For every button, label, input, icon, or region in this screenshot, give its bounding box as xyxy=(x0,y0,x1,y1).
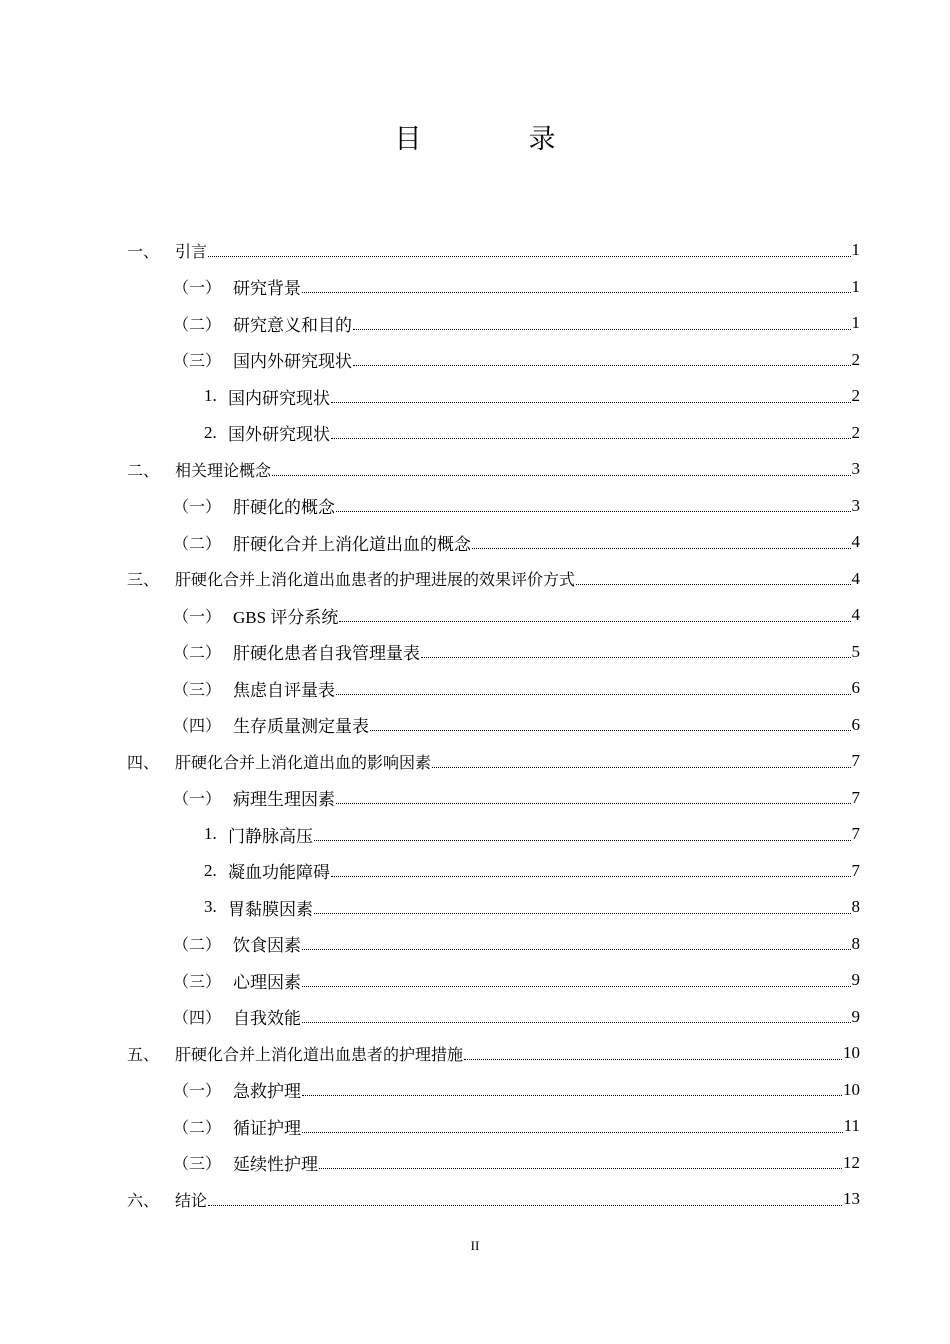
toc-entry-number: 1. xyxy=(204,386,217,406)
toc-entry-number: （三） xyxy=(173,973,222,991)
toc-entry-title: 胃黏膜因素 xyxy=(228,899,313,919)
toc-dot-leader xyxy=(302,1095,842,1096)
toc-entry[interactable] xyxy=(0,1181,860,1218)
toc-entry-page: 2 xyxy=(851,349,860,369)
toc-entry-title: 国外研究现状 xyxy=(228,425,330,445)
toc-entry-title: 急救护理 xyxy=(233,1082,301,1102)
toc-entry-number: （二） xyxy=(173,937,222,955)
toc-dot-leader xyxy=(472,548,851,549)
toc-dot-leader xyxy=(432,767,850,768)
toc-dot-leader xyxy=(302,949,851,950)
toc-entry-number: （四） xyxy=(173,1010,222,1028)
toc-entry-title: 凝血功能障碍 xyxy=(228,863,330,883)
toc-entry-title: 病理生理因素 xyxy=(233,790,335,810)
toc-entry-title: 研究背景 xyxy=(233,279,301,299)
toc-entry-title: 肝硬化合并上消化道出血的概念 xyxy=(233,534,471,554)
toc-entry-title: 饮食因素 xyxy=(233,936,301,956)
toc-entry-page: 1 xyxy=(851,276,860,296)
toc-entry-number: （二） xyxy=(173,535,222,553)
toc-entry[interactable] xyxy=(0,488,860,525)
toc-entry-page: 7 xyxy=(851,824,860,844)
toc-dot-leader xyxy=(319,1168,842,1169)
toc-entry-page: 12 xyxy=(843,1152,860,1172)
toc-entry[interactable] xyxy=(0,597,860,634)
toc-entry-title: 自我效能 xyxy=(233,1009,301,1029)
toc-dot-leader xyxy=(272,475,850,476)
toc-entry-page: 11 xyxy=(843,1116,860,1136)
toc-entry-page: 2 xyxy=(851,422,860,442)
toc-entry-number: 六、 xyxy=(127,1190,160,1210)
toc-dot-leader xyxy=(302,986,851,987)
toc-entry-page: 10 xyxy=(843,1043,860,1063)
toc-entry-number: 3. xyxy=(204,897,217,917)
toc-entry[interactable] xyxy=(0,1108,860,1145)
toc-entry-title: 结论 xyxy=(175,1190,208,1210)
toc-entry[interactable] xyxy=(0,889,860,926)
toc-dot-leader xyxy=(370,730,851,731)
toc-dot-leader xyxy=(576,584,850,585)
toc-entry-page: 1 xyxy=(851,240,860,260)
toc-entry[interactable] xyxy=(0,926,860,963)
toc-entry-number: 四、 xyxy=(127,752,160,772)
toc-entry[interactable] xyxy=(0,1072,860,1109)
toc-dot-leader xyxy=(208,256,850,257)
toc-entry-number: （三） xyxy=(173,1156,222,1174)
toc-entry-number: 五、 xyxy=(127,1044,160,1064)
toc-dot-leader xyxy=(353,329,851,330)
toc-entry-number: （二） xyxy=(173,316,222,334)
toc-dot-leader xyxy=(331,438,851,439)
toc-entry[interactable] xyxy=(0,634,860,671)
toc-entry-page: 4 xyxy=(851,532,860,552)
toc-entry-page: 6 xyxy=(851,678,860,698)
toc-entry[interactable] xyxy=(0,816,860,853)
toc-entry-page: 3 xyxy=(851,459,860,479)
toc-entry-title: 门静脉高压 xyxy=(228,826,313,846)
toc-entry-number: （一） xyxy=(173,1083,222,1101)
toc-entry-page: 9 xyxy=(851,970,860,990)
toc-entry-title: GBS 评分系统 xyxy=(233,607,339,627)
toc-dot-leader xyxy=(331,876,851,877)
toc-entry-number: （一） xyxy=(173,791,222,809)
toc-entry-title: 延续性护理 xyxy=(233,1155,318,1175)
toc-entry-page: 8 xyxy=(851,933,860,953)
toc-entry-page: 10 xyxy=(843,1079,860,1099)
toc-entry[interactable] xyxy=(0,524,860,561)
toc-entry[interactable] xyxy=(0,853,860,890)
toc-entry-title: 肝硬化合并上消化道出血的影响因素 xyxy=(175,752,432,772)
toc-dot-leader xyxy=(302,1132,843,1133)
toc-entry[interactable] xyxy=(0,670,860,707)
toc-entry[interactable] xyxy=(0,415,860,452)
toc-entry-page: 13 xyxy=(843,1189,860,1209)
toc-entry-page: 7 xyxy=(851,860,860,880)
toc-entry-number: （三） xyxy=(173,353,222,371)
toc-entry-page: 9 xyxy=(851,1006,860,1026)
toc-dot-leader xyxy=(421,657,851,658)
toc-entry[interactable] xyxy=(0,342,860,379)
toc-entry-number: （一） xyxy=(173,499,222,517)
toc-entry[interactable] xyxy=(0,561,860,598)
toc-entry-title: 研究意义和目的 xyxy=(233,315,352,335)
toc-entry-page: 7 xyxy=(851,751,860,771)
toc-entry-page: 4 xyxy=(851,605,860,625)
toc-entry-number: （四） xyxy=(173,718,222,736)
toc-entry[interactable] xyxy=(0,743,860,780)
toc-entry-title: 生存质量测定量表 xyxy=(233,717,369,737)
toc-entry-number: （二） xyxy=(173,1119,222,1137)
toc-entry-number: 1. xyxy=(204,824,217,844)
toc-dot-leader xyxy=(302,1022,851,1023)
toc-entry-title: 心理因素 xyxy=(233,972,301,992)
toc-entry-number: 2. xyxy=(204,860,217,880)
toc-entry[interactable] xyxy=(0,1035,860,1072)
toc-dot-leader xyxy=(208,1205,842,1206)
toc-entry-title: 相关理论概念 xyxy=(175,460,272,480)
toc-dot-leader xyxy=(314,840,851,841)
toc-entry[interactable] xyxy=(0,305,860,342)
toc-entry[interactable] xyxy=(0,962,860,999)
toc-entry-page: 3 xyxy=(851,495,860,515)
toc-entry-number: 2. xyxy=(204,422,217,442)
toc-entry[interactable] xyxy=(0,451,860,488)
toc-entry[interactable] xyxy=(0,378,860,415)
toc-entry[interactable] xyxy=(0,780,860,817)
toc-entry-page: 7 xyxy=(851,787,860,807)
toc-entry-page: 5 xyxy=(851,641,860,661)
toc-dot-leader xyxy=(353,365,851,366)
toc-entry-title: 肝硬化的概念 xyxy=(233,498,335,518)
toc-entry-title: 肝硬化合并上消化道出血患者的护理措施 xyxy=(175,1044,464,1064)
toc-entry-title: 国内外研究现状 xyxy=(233,352,352,372)
toc-entry-number: （一） xyxy=(173,608,222,626)
toc-entry-title: 国内研究现状 xyxy=(228,388,330,408)
page-number: II xyxy=(470,1238,480,1253)
toc-entry[interactable] xyxy=(0,707,860,744)
toc-entry-number: （一） xyxy=(173,280,222,298)
toc-dot-leader xyxy=(302,292,851,293)
toc-entry-title: 循证护理 xyxy=(233,1118,301,1138)
toc-entry-number: 二、 xyxy=(127,460,160,480)
toc-list xyxy=(0,232,950,1218)
toc-dot-leader xyxy=(336,511,851,512)
toc-dot-leader xyxy=(336,803,851,804)
toc-title: 目 录 xyxy=(394,124,596,155)
toc-entry-page: 6 xyxy=(851,714,860,734)
toc-entry-page: 1 xyxy=(851,313,860,333)
toc-entry[interactable] xyxy=(0,1145,860,1182)
toc-entry[interactable] xyxy=(0,999,860,1036)
toc-dot-leader xyxy=(339,621,850,622)
toc-entry-title: 肝硬化合并上消化道出血患者的护理进展的效果评价方式 xyxy=(175,570,576,590)
toc-entry[interactable] xyxy=(0,232,860,269)
toc-entry-number: （二） xyxy=(173,645,222,663)
toc-entry-page: 4 xyxy=(851,568,860,588)
toc-entry-title: 肝硬化患者自我管理量表 xyxy=(233,644,420,664)
toc-entry-number: （三） xyxy=(173,681,222,699)
toc-entry[interactable] xyxy=(0,269,860,306)
toc-dot-leader xyxy=(464,1059,842,1060)
toc-entry-title: 引言 xyxy=(175,241,208,261)
toc-entry-page: 2 xyxy=(851,386,860,406)
toc-entry-title: 焦虑自评量表 xyxy=(233,680,335,700)
toc-dot-leader xyxy=(314,913,851,914)
toc-dot-leader xyxy=(336,694,851,695)
toc-entry-number: 三、 xyxy=(127,570,160,590)
toc-dot-leader xyxy=(331,402,851,403)
toc-entry-page: 8 xyxy=(851,897,860,917)
toc-entry-number: 一、 xyxy=(127,241,160,261)
